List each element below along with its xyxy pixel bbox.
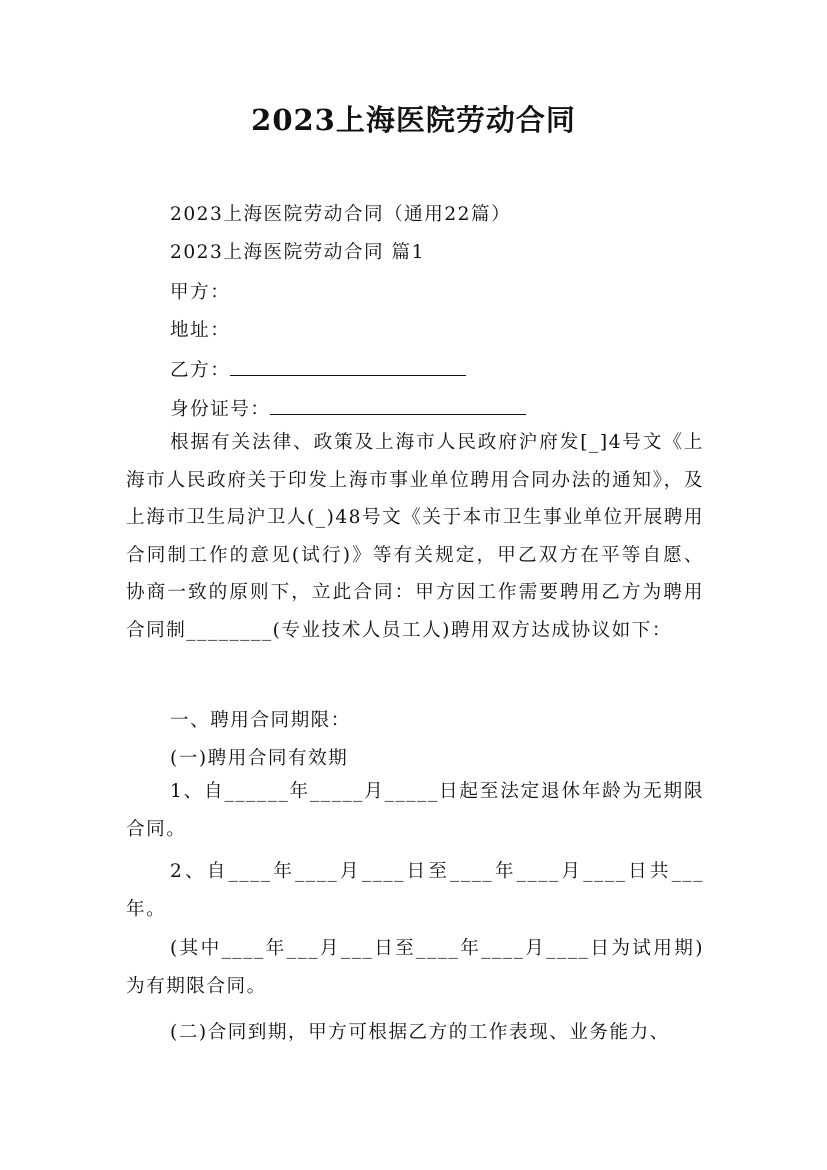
party-b-label: 乙方： [170,360,231,381]
section-heading: 2023上海医院劳动合同 篇1 [170,242,425,263]
document-subtitle: 2023上海医院劳动合同（通用22篇） [170,204,512,225]
party-a-label: 甲方： [170,282,231,303]
id-blank [270,398,526,415]
clause1-sub1: (一)聘用合同有效期 [170,748,349,769]
address-label: 地址： [170,320,231,341]
clause1-heading: 一、聘用合同期限： [170,710,351,731]
clause1-sub2: (二)合同到期，甲方可根据乙方的工作表现、业务能力、 [170,1022,670,1043]
item1-paragraph: 1、自______年_____月_____日起至法定退休年龄为无期限合同。 [126,781,704,840]
party-b-blank [230,359,466,376]
item2-paragraph: 2、自____年____月____日至____年____月____日共___年。 [126,861,704,920]
id-line [126,395,704,421]
preamble-paragraph: 根据有关法律、政策及上海市人民政府沪府发[_]4号文《上海市人民政府关于印发上海市事业单位聘用合同办法的通知》，及上海市卫生局沪卫人(_)48号文《关于本市卫生事业单位开展聘用合同制工作的意见(试行)》等有关规定，甲乙双方在平等自愿、协商一致的原则下，立此合同：甲方因工作需要聘用乙方为聘用合同制________(专业技术人员工人)聘用双方达成协议如下： [126,432,704,641]
party-b-line [126,356,704,382]
probation-paragraph: (其中____年___月___日至____年____月____日为试用期)为有期限合同。 [126,938,704,997]
id-label: 身份证号： [170,399,271,420]
document-title: 2023上海医院劳动合同 [251,103,576,137]
